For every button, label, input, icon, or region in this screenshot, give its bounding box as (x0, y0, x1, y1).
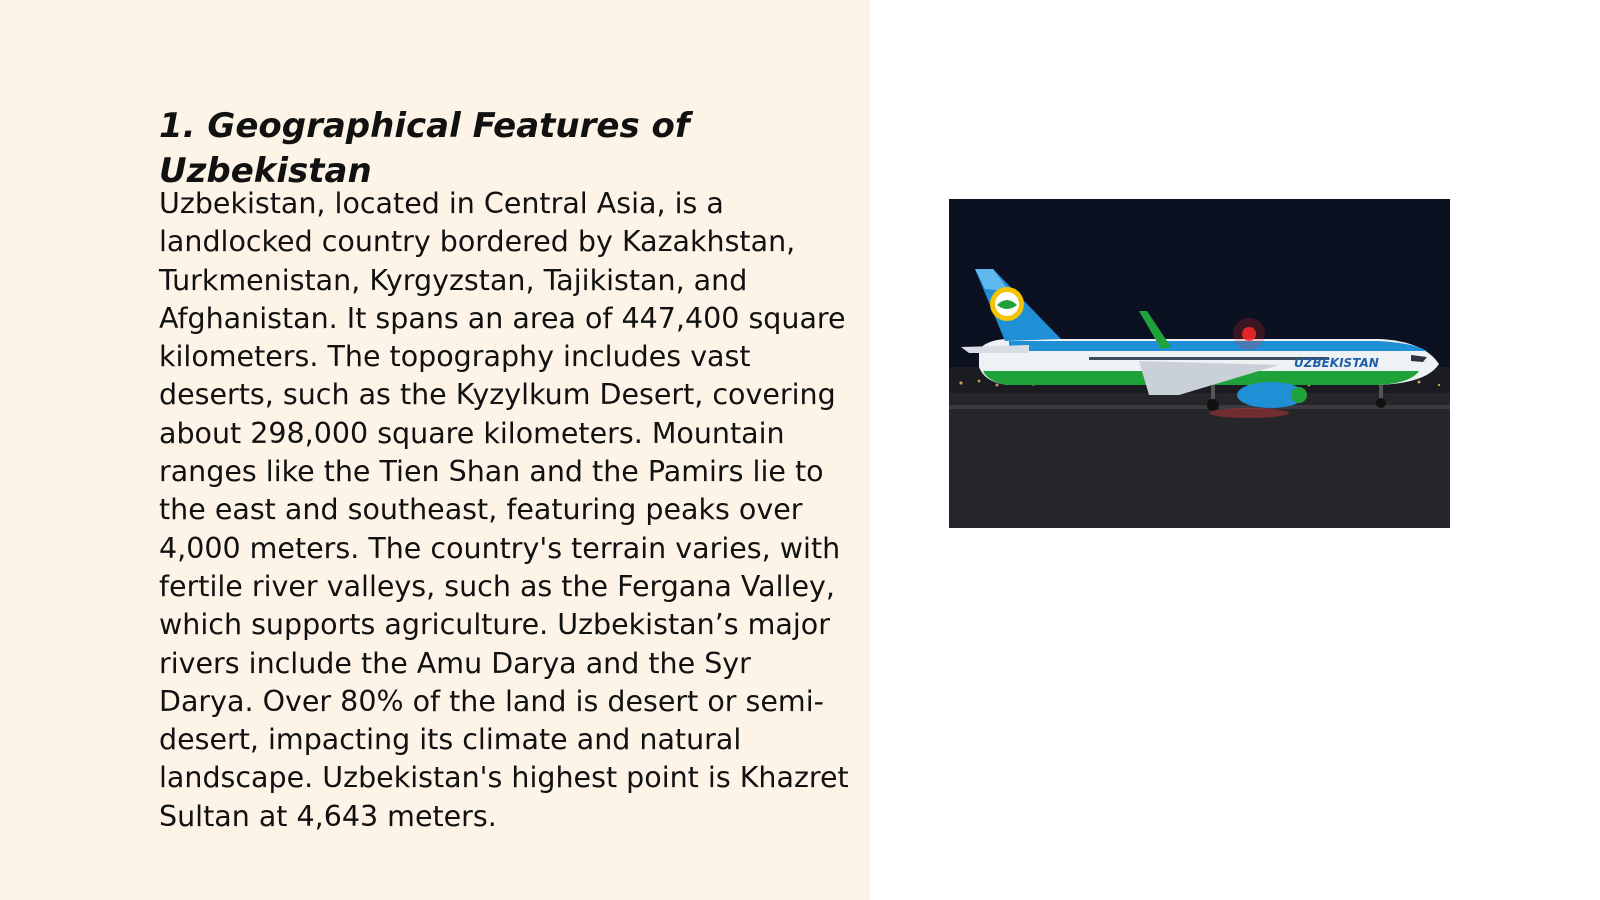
slide-body-text: Uzbekistan, located in Central Asia, is a landlocked country bordered by Kazakhstan, Turkmenistan, Kyrgyzstan, Tajikistan, and Afghanistan. It spans an area of 447,400 square kilometers. The topography includes vast deserts, such as the Kyzylkum Desert, covering about 298,000 square kilometers. Mountain ranges like the Tien Shan and the Pamirs lie to the east and southeast, featuring peaks over 4,000 meters. The country's terrain varies, with fertile river valleys, such as the Fergana Valley, which supports agriculture. Uzbekistan’s major rivers include the Amu Darya and the Syr Darya. Over 80% of the land is desert or semi-desert, impacting its climate and natural landscape. Uzbekistan's highest point is Khazret Sultan at 4,643 meters. (159, 187, 849, 833)
airplane-photo (949, 199, 1450, 528)
slide-title: 1. Geographical Features of Uzbekistan (159, 106, 690, 191)
airplane-illustration (949, 199, 1450, 528)
livery-text: UZBEKISTAN (1294, 356, 1379, 370)
